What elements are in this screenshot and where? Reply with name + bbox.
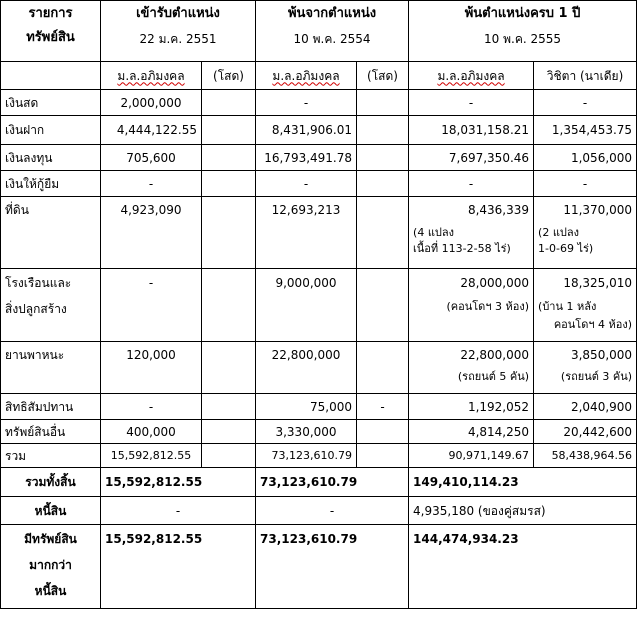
cell-value: 16,793,491.78 [256,145,357,171]
cell-value: 8,431,906.01 [256,116,357,145]
cell-value: - [101,171,202,197]
cell-value [357,269,409,342]
cell-value: 2,040,900 [534,394,637,420]
table-row [1,145,637,171]
cell-value: - [101,394,202,420]
cell-value [357,197,409,269]
subheader-owner-2: ม.ล.อภิมงคล [256,62,357,90]
cell-value [357,90,409,116]
cell-value: - [409,90,534,116]
table-row [1,420,637,444]
cell-value [202,145,256,171]
cell-value: 4,935,180 (ของคู่สมรส) [409,497,637,525]
cell-value: 15,592,812.55 [101,468,256,497]
subheader-spouse-3: วิชิตา (นาเดีย) [534,62,637,90]
cell-value: 1,192,052 [409,394,534,420]
row-label: ที่ดิน [1,197,101,269]
cell-land-owner: 8,436,339 (4 แปลง เนื้อที่ 113-2-58 ไร่) [409,197,534,269]
table-row [1,394,637,420]
row-label: สิทธิสัมปทาน [1,394,101,420]
cell-value: 12,693,213 [256,197,357,269]
header-period-3: พ้นตำแหน่งครบ 1 ปี 10 พ.ค. 2555 [409,1,637,62]
cell-value: 75,000 [256,394,357,420]
row-label: หนี้สิน [1,497,101,525]
liabilities-row [1,497,637,525]
cell-vehicles-spouse: 3,850,000 (รถยนต์ 3 คัน) [534,342,637,394]
table-row [1,90,637,116]
subheader-spouse-1: (โสด) [202,62,256,90]
cell-value: 149,410,114.23 [409,468,637,497]
cell-value [357,342,409,394]
cell-value: 1,056,000 [534,145,637,171]
row-label: ยานพาหนะ [1,342,101,394]
cell-value [202,90,256,116]
cell-value [202,116,256,145]
header-period-1: เข้ารับตำแหน่ง 22 ม.ค. 2551 [101,1,256,62]
table-row [1,269,637,342]
cell-buildings-spouse: 18,325,010 (บ้าน 1 หลัง คอนโดฯ 4 ห้อง) [534,269,637,342]
row-label: รวม [1,444,101,468]
row-label: ทรัพย์สินอื่น [1,420,101,444]
cell-value [202,444,256,468]
cell-value: - [101,269,202,342]
cell-value: 58,438,964.56 [534,444,637,468]
cell-land-spouse: 11,370,000 (2 แปลง 1-0-69 ไร่) [534,197,637,269]
cell-value: 90,971,149.67 [409,444,534,468]
cell-vehicles-owner: 22,800,000 (รถยนต์ 5 คัน) [409,342,534,394]
cell-value [357,145,409,171]
cell-value: 4,444,122.55 [101,116,202,145]
cell-buildings-owner: 28,000,000 (คอนโดฯ 3 ห้อง) [409,269,534,342]
cell-value: 4,923,090 [101,197,202,269]
row-label: มีทรัพย์สิน มากกว่า หนี้สิน [1,525,101,609]
cell-value: 400,000 [101,420,202,444]
cell-value: - [534,90,637,116]
cell-value: - [357,394,409,420]
cell-value: 15,592,812.55 [101,444,202,468]
cell-value: 120,000 [101,342,202,394]
cell-value: 2,000,000 [101,90,202,116]
header-period-2: พ้นจากตำแหน่ง 10 พ.ค. 2554 [256,1,409,62]
cell-value: 15,592,812.55 [101,525,256,609]
net-assets-row [1,525,637,609]
table-row [1,171,637,197]
subheader-owner-3: ม.ล.อภิมงคล [409,62,534,90]
header-item-label: รายการ ทรัพย์สิน [1,1,101,62]
cell-value [357,420,409,444]
cell-value [357,444,409,468]
cell-value [202,420,256,444]
subheader-spouse-2: (โสด) [357,62,409,90]
cell-value: 705,600 [101,145,202,171]
cell-value [202,342,256,394]
subheader-owner-1: ม.ล.อภิมงคล [101,62,202,90]
cell-value [202,171,256,197]
table-row [1,116,637,145]
table-row [1,197,637,269]
row-label: โรงเรือนและ สิ่งปลูกสร้าง [1,269,101,342]
cell-value: - [409,171,534,197]
row-label: รวมทั้งสิ้น [1,468,101,497]
row-label: เงินฝาก [1,116,101,145]
row-label: เงินให้กู้ยืม [1,171,101,197]
cell-value: 7,697,350.46 [409,145,534,171]
row-label: เงินลงทุน [1,145,101,171]
cell-value: 144,474,934.23 [409,525,637,609]
cell-value: 4,814,250 [409,420,534,444]
subheader-blank [1,62,101,90]
table-row [1,444,637,468]
cell-value: - [101,497,256,525]
grand-total-row [1,468,637,497]
cell-value: 73,123,610.79 [256,525,409,609]
cell-value: - [256,497,409,525]
cell-value [357,116,409,145]
cell-value: 73,123,610.79 [256,468,409,497]
cell-value: 3,330,000 [256,420,357,444]
cell-value [202,197,256,269]
cell-value [357,171,409,197]
cell-value: 22,800,000 [256,342,357,394]
cell-value: 20,442,600 [534,420,637,444]
cell-value: - [534,171,637,197]
row-label: เงินสด [1,90,101,116]
cell-value: 73,123,610.79 [256,444,357,468]
cell-value: - [256,90,357,116]
cell-value: 1,354,453.75 [534,116,637,145]
table-row [1,342,637,394]
cell-value: - [256,171,357,197]
cell-value [202,394,256,420]
cell-value: 9,000,000 [256,269,357,342]
cell-value: 18,031,158.21 [409,116,534,145]
cell-value [202,269,256,342]
